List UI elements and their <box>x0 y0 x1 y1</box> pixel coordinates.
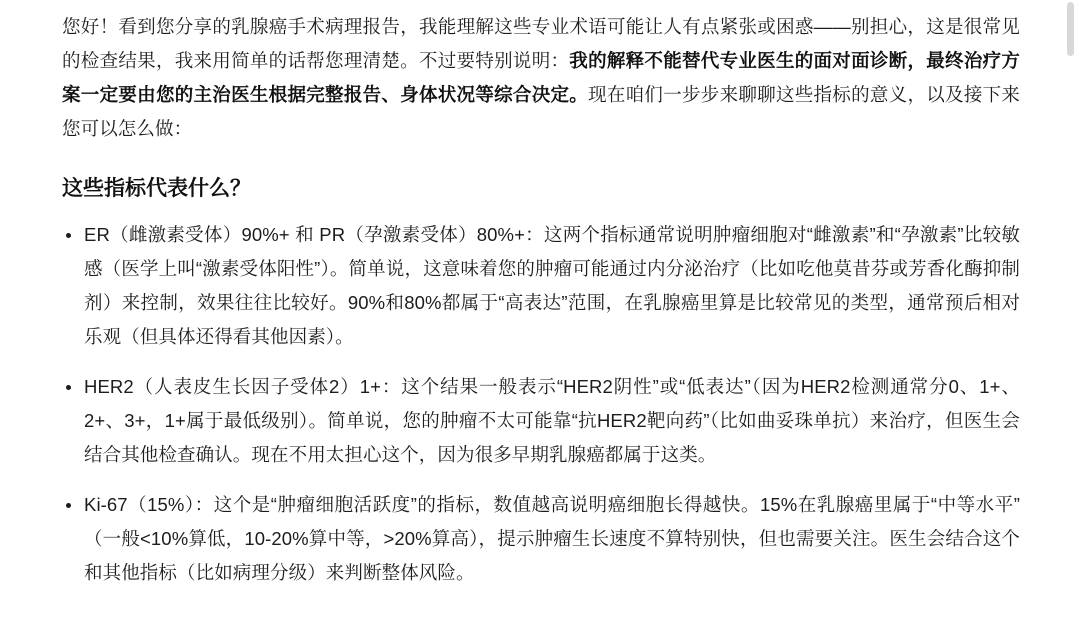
intro-text-part-2-bold: 我的解释不能替代专业医生的面对面诊断，最终治疗方案一定要由您的主治医生根据完整报告、身体状况等综合决定。 <box>62 50 1021 105</box>
list-item: ER（雌激素受体）90%+ 和 PR（孕激素受体）80%+：这两个指标通常说明肿瘤细胞对“雌激素”和“孕激素”比较敏感（医学上叫“激素受体阳性”）。简单说，这意味着您的肿瘤可能通过内分泌治疗（比如吃他莫昔芬或芳香化酶抑制剂）来控制，效果往往比较好。90%和80%都属于“高表达”范围，在乳腺癌里算是比较常见的类型，通常预后相对乐观（但具体还得看其他因素）。 <box>62 218 1020 354</box>
scrollbar-track[interactable] <box>1070 0 1077 628</box>
intro-paragraph <box>62 10 1020 146</box>
indicator-list <box>62 218 1020 590</box>
section-heading: 这些指标代表什么？ <box>62 177 251 200</box>
intro-text-part-1: 您好！看到您分享的乳腺癌手术病理报告，我能理解这些专业术语可能让人有点紧张或困惑——别担心，这是很常见的检查结果，我来用简单的话帮您理清楚。不过要特别说明： <box>62 16 1020 71</box>
scrollbar-thumb[interactable] <box>1067 2 1074 56</box>
list-item: HER2（人表皮生长因子受体2）1+：这个结果一般表示“HER2阴性”或“低表达”（因为HER2检测通常分0、1+、2+、3+，1+属于最低级别）。简单说，您的肿瘤不太可能靠“抗HER2靶向药”（比如曲妥珠单抗）来治疗，但医生会结合其他检查确认。现在不用太担心这个，因为很多早期乳腺癌都属于这类。 <box>62 370 1020 472</box>
list-item: Ki-67（15%）：这个是“肿瘤细胞活跃度”的指标，数值越高说明癌细胞长得越快。15%在乳腺癌里属于“中等水平”（一般<10%算低，10-20%算中等，>20%算高），提示肿瘤生长速度不算特别快，但也需要关注。医生会结合这个和其他指标（比如病理分级）来判断整体风险。 <box>62 488 1020 590</box>
intro-text-part-3: 现在咱们一步步来聊聊这些指标的意义，以及接下来您可以怎么做： <box>62 84 1020 139</box>
